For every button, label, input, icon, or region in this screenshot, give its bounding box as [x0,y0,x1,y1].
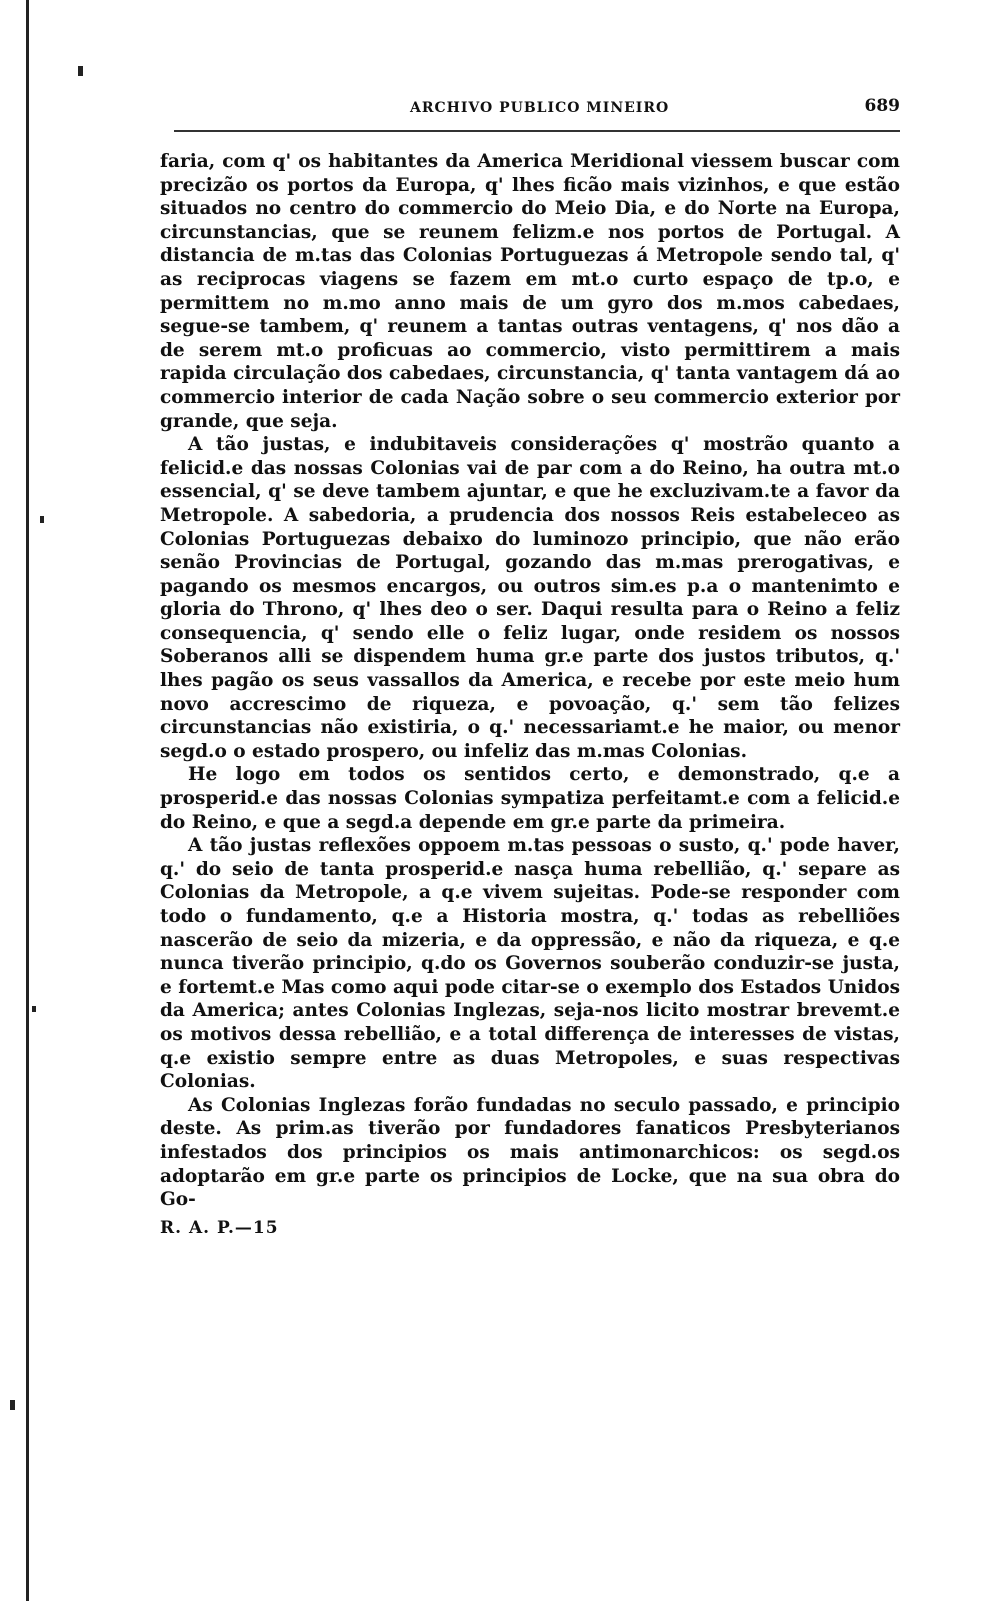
running-header [174,96,900,132]
page-number: 689 [864,96,900,116]
margin-mark [40,516,44,523]
header-title: ARCHIVO PUBLICO MINEIRO [410,100,670,116]
paragraph-1: faria, com q' os habitantes da America Meridional viessem buscar com precizão os portos da Europa, q' lhes ficão mais vizinhos, e que estão situados no centro do commercio do Meio Dia, e do Norte na Europa, circunstancias, que se reunem felizm.e nos portos de Portugal. A distancia de m.tas das Colonias Portuguezas á Metropole sendo tal, q' as reciprocas viagens se fazem em mt.o curto espaço de tp.o, e permittem no m.mo anno mais de um gyro dos m.mos cabedaes, segue-se tambem, q' reunem a tantas outras ventagens, q' nos dão a de serem mt.o proficuas ao commercio, visto permittirem a mais rapida circulação dos cabedaes, circunstancia, q' tanta vantagem dá ao commercio interior de cada Nação sobre o seu commercio exterior por grande, que seja. [160,151,900,432]
page-footer-signature: R. A. P.—15 [160,1217,279,1238]
paragraph-5: As Colonias Inglezas forão fundadas no seculo passado, e principio deste. As prim.as tiverão por fundadores fanaticos Presbyterianos infestados dos principios os mais antimonarchicos: os segd.os adoptarão em gr.e parte os principios de Locke, que na sua obra do Go- [160,1094,900,1211]
margin-mark [78,66,83,76]
paragraph-2: A tão justas, e indubitaveis considerações q' mostrão quanto a felicid.e das nossas Colonias vai de par com a do Reino, ha outra mt.o essencial, q' se deve tambem ajuntar, e que he excluzivam.te a favor da Metropole. A sabedoria, a prudencia dos nossos Reis estabeleceo as Colonias Portuguezas debaixo do luminozo principio, que não erão senão Provincias de Portugal, gozando das m.mas prerogativas, e pagando os mesmos encargos, ou outros sim.es p.a o mantenimto e gloria do Throno, q' lhes deo o ser. Daqui resulta para o Reino a feliz consequencia, q' sendo elle o feliz lugar, onde residem os nossos Soberanos alli se dispendem huma gr.e parte dos justos tributos, q.' lhes pagão os seus vassallos da America, e recebe por este meio hum novo accrescimo de riqueza, e povoação, q.' sem tão felizes circunstancias não existiria, o q.' necessariamt.e he maior, ou menor segd.o o estado prospero, ou infeliz das m.mas Colonias. [160,434,900,762]
body-text [160,150,900,1212]
margin-mark [32,1006,36,1012]
page-margin-line [26,0,29,1601]
document-page [160,96,900,1238]
paragraph-3: He logo em todos os sentidos certo, e demonstrado, q.e a prosperid.e das nossas Colonias sympatiza perfeitamt.e com a felicid.e do Reino, e que a segd.a depende em gr.e parte da primeira. [160,764,900,833]
paragraph-4: A tão justas reflexões oppoem m.tas pessoas o susto, q.' pode haver, q.' do seio de tanta prosperid.e nasça huma rebellião, q.' separe as Colonias da Metropole, a q.e vivem sujeitas. Pode-se responder com todo o fundamento, q.e a Historia mostra, q.' todas as rebelliões nascerão de seio da mizeria, e da oppressão, e não da riqueza, e q.e nunca tiverão principio, q.do os Governos souberão conduzir-se justa, e fortemt.e Mas como aqui pode citar-se o exemplo dos Estados Unidos da America; antes Colonias Inglezas, seja-nos licito mostrar brevemt.e os motivos dessa rebellião, e a total differença de interesses de vistas, q.e existio sempre entre as duas Metropoles, e suas respectivas Colonias. [160,835,900,1093]
margin-mark [10,1400,15,1410]
